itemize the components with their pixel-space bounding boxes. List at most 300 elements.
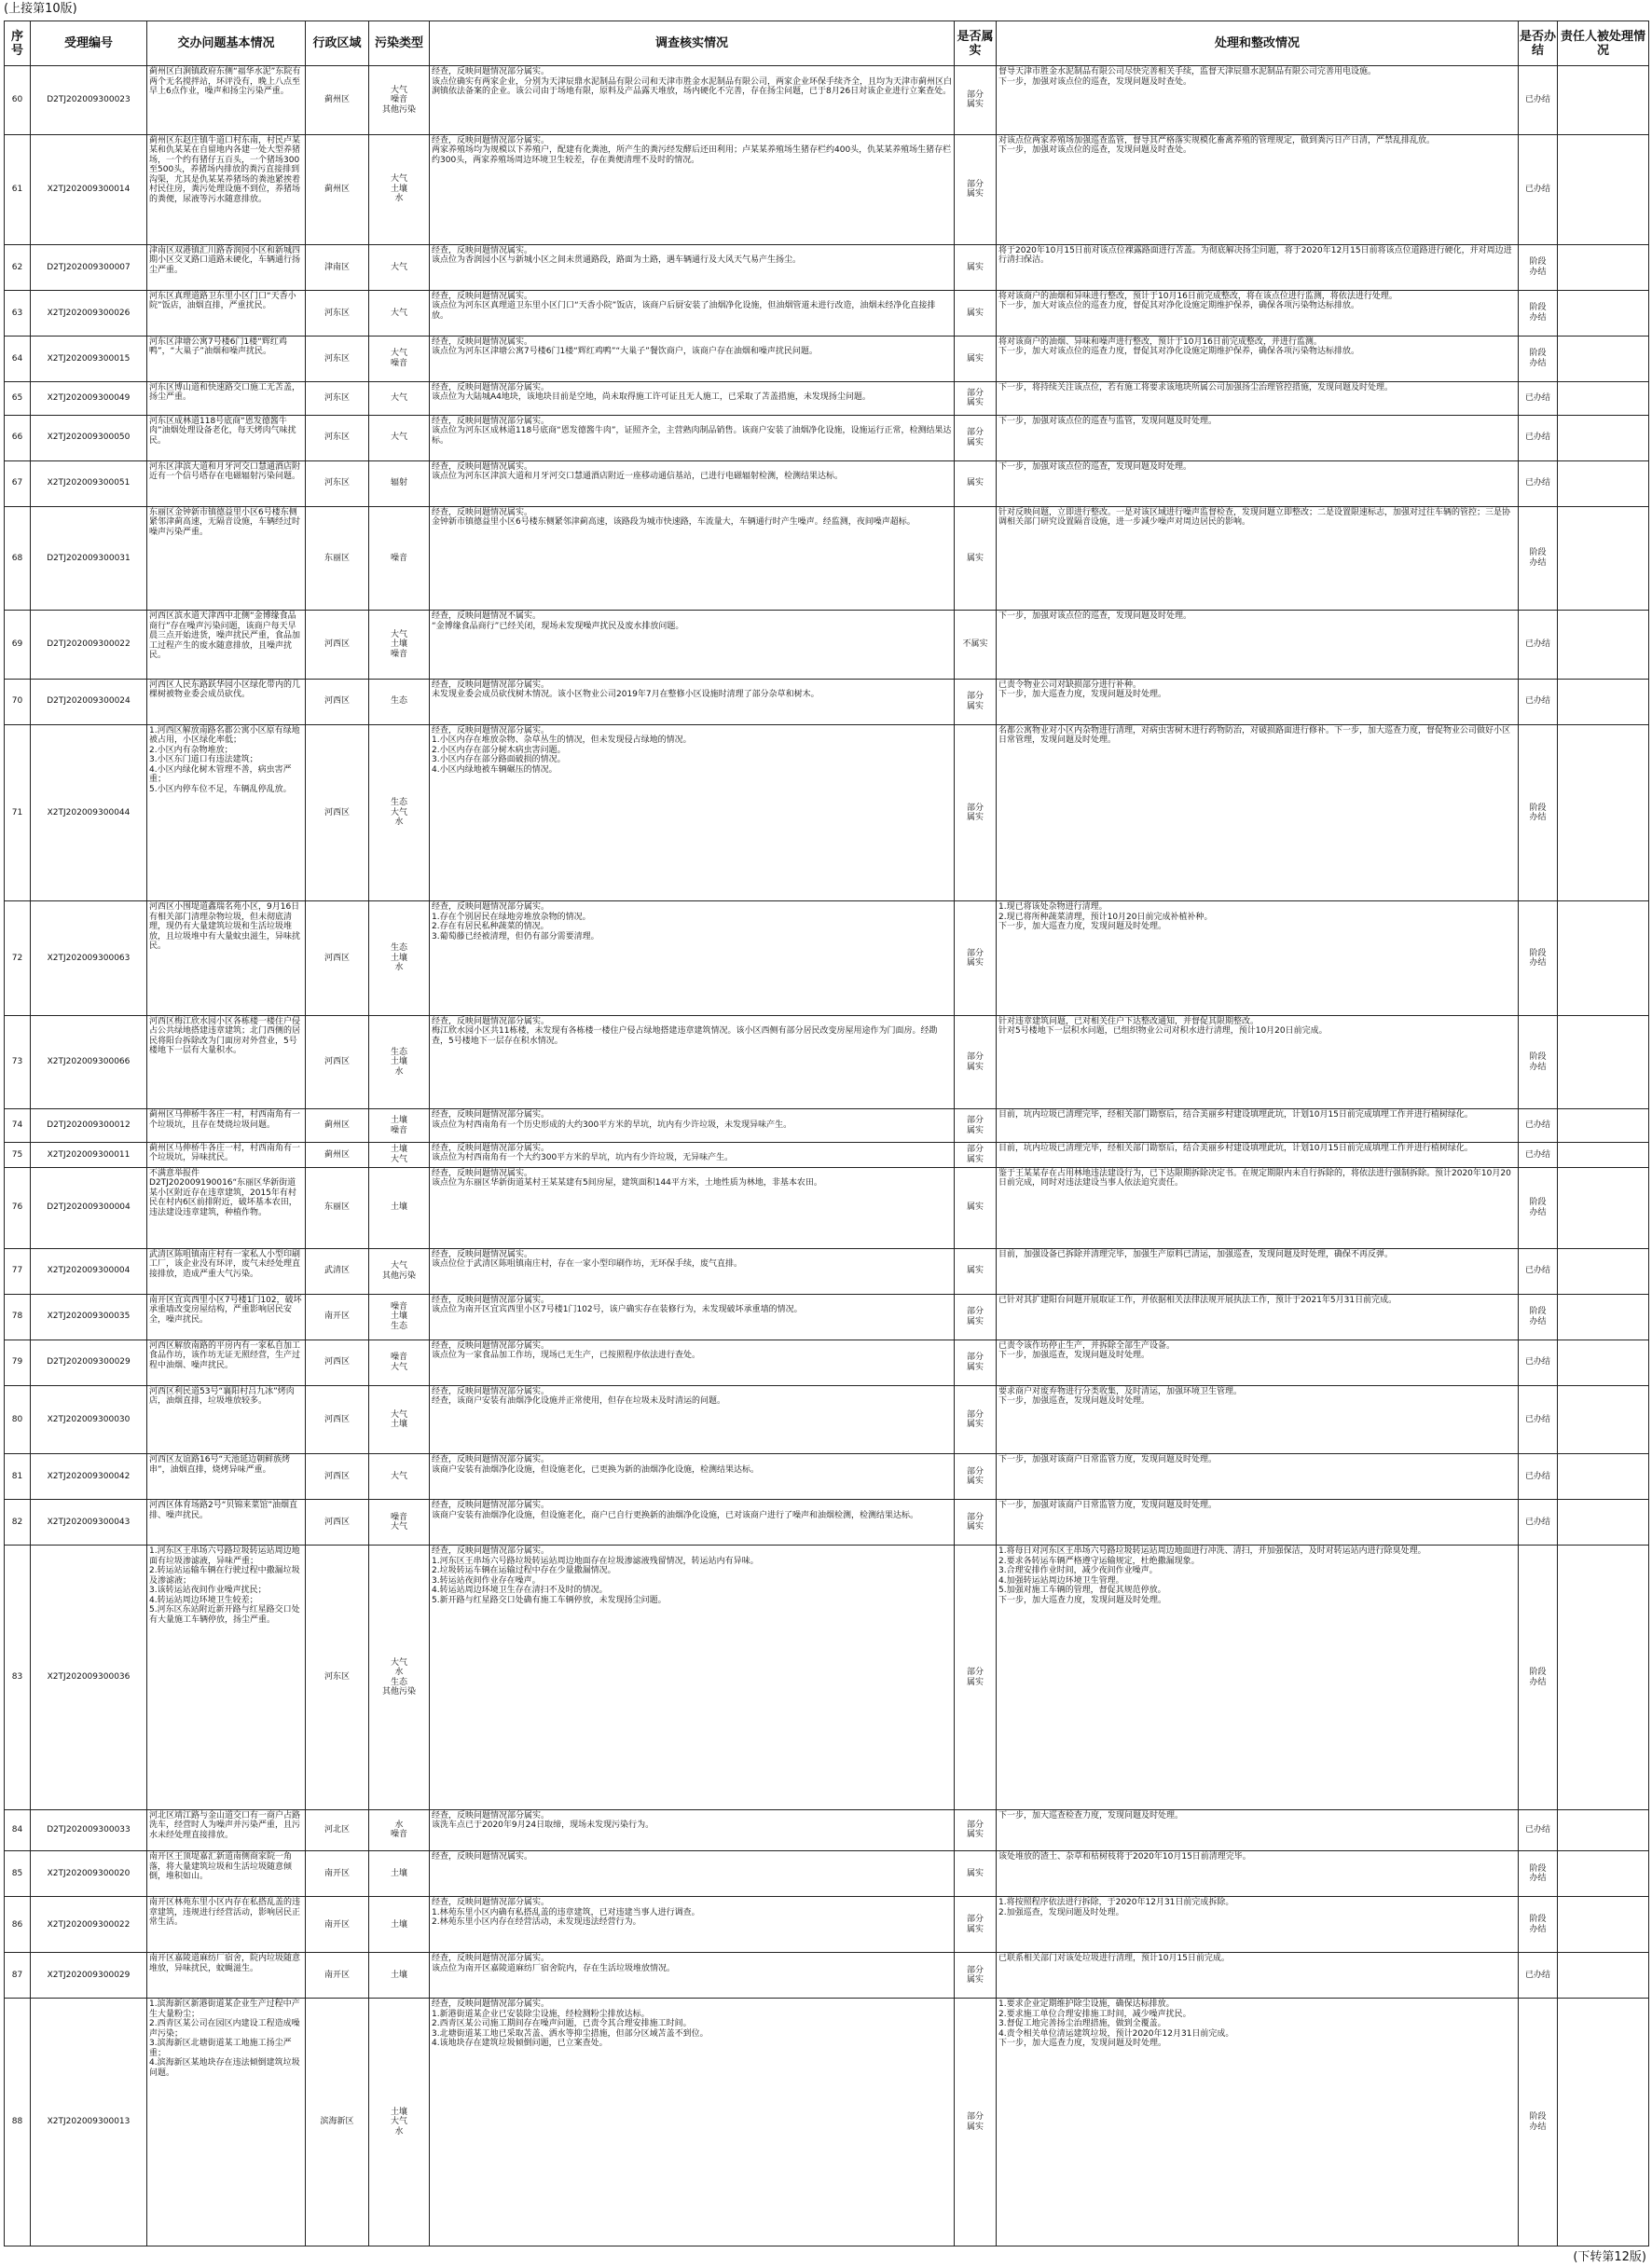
cell-rectification: 下一步，将持续关注该点位，若有施工将要求该地块所属公司加强扬尘治理管控措施，发现问题及时处理。 xyxy=(997,381,1519,415)
header-district: 行政区域 xyxy=(306,21,369,66)
header-action: 处理和整改情况 xyxy=(997,21,1519,66)
cell-closure-status: 阶段 办结 xyxy=(1519,336,1558,381)
cell-row-number: 85 xyxy=(5,1851,31,1897)
cell-closure-status: 阶段 办结 xyxy=(1519,901,1558,1016)
cell-row-number: 87 xyxy=(5,1953,31,1999)
cell-rectification: 下一步，加强对该商户日常监管力度，发现问题及时处理。 xyxy=(997,1454,1519,1500)
cell-district: 河西区 xyxy=(306,1015,369,1108)
cell-accountability xyxy=(1558,1454,1649,1500)
cell-closure-status: 阶段 办结 xyxy=(1519,506,1558,610)
cell-rectification: 已责令物业公司对缺损部分进行补种。 下一步，加大巡查力度，发现问题及时处理。 xyxy=(997,679,1519,724)
cell-closure-status: 阶段 办结 xyxy=(1519,1015,1558,1108)
table-header-row xyxy=(5,21,1649,66)
cell-district: 河东区 xyxy=(306,381,369,415)
cell-accountability xyxy=(1558,381,1649,415)
cell-pollution-type: 生态 xyxy=(369,679,430,724)
cell-verdict: 部分 属实 xyxy=(955,1546,997,1809)
cell-survey-findings: 经查，反映问题情况属实。 该点位位于武清区陈咀镇南庄村，存在一家小型印刷作坊，无环保手续，废气直排。 xyxy=(430,1248,955,1294)
cell-acceptance-id: X2TJ202009300026 xyxy=(31,290,147,336)
cell-rectification: 1.要求企业定期维护除尘设施，确保达标排放。 2.要求施工单位合理安排施工时间，减少噪声扰民。 3.督促工地完善扬尘治理措施，做到全覆盖。 4.责令相关单位清运建筑垃圾，预计2020年12月31日前完成。 下一步，加大巡查力度，发现问题及时处理。 xyxy=(997,1999,1519,2246)
cell-district: 东丽区 xyxy=(306,506,369,610)
cell-rectification: 对该点位两家养殖场加强巡查监管，督导其严格落实规模化畜禽养殖的管理规定，做到粪污日产日清，严禁乱排乱放。 下一步，加强对该点位的巡查，发现问题及时查处。 xyxy=(997,134,1519,244)
cell-rectification: 已联系相关部门对该处垃圾进行清理，预计10月15日前完成。 xyxy=(997,1953,1519,1999)
cell-row-number: 60 xyxy=(5,66,31,135)
cell-acceptance-id: D2TJ202009300029 xyxy=(31,1340,147,1385)
cell-rectification: 将对该商户的油烟和异味进行整改，预计于10月16日前完成整改，将在该点位进行监测，将依法进行处理。 下一步，加大对该点位的巡查力度，督促其对净化设施定期维护保养，确保各项污染物达标排放。 xyxy=(997,290,1519,336)
cell-problem-description: 河西区滨水道天津西中北侧“金博缘食品商行”存在噪声污染问题，该商户每天早晨三点开始进货，噪声扰民严重，食品加工过程产生的废水随意排放，且噪声扰民。 xyxy=(147,611,306,680)
cell-district: 河东区 xyxy=(306,460,369,506)
cell-district: 东丽区 xyxy=(306,1167,369,1248)
cell-pollution-type: 大气 xyxy=(369,244,430,290)
cell-rectification: 下一步，加强对该商户日常监管力度，发现问题及时处理。 xyxy=(997,1500,1519,1546)
cell-acceptance-id: X2TJ202009300051 xyxy=(31,460,147,506)
cell-rectification: 1.将按照程序依法进行拆除，于2020年12月31日前完成拆除。 2.加强巡查，发现问题及时处理。 xyxy=(997,1897,1519,1953)
cell-row-number: 62 xyxy=(5,244,31,290)
cell-pollution-type: 大气 xyxy=(369,1454,430,1500)
cell-problem-description: 不满意举报件 D2TJ202009190016“东丽区华新街道某小区附近存在违章建筑，2015年有村民在村内6区前排附近，破坏基本农田，违法建设违章建筑，种植作物。 xyxy=(147,1167,306,1248)
cell-rectification: 鉴于王某某存在占用林地违法建设行为，已下达限期拆除决定书。在规定期限内未自行拆除的，将依法进行强制拆除。预计2020年10月20日前完成，同时对违法建设当事人依法追究责任。 xyxy=(997,1167,1519,1248)
cell-rectification: 要求商户对废弃物进行分类收集，及时清运，加强环境卫生管理。 下一步，加强巡查，发现问题及时处理。 xyxy=(997,1385,1519,1454)
cell-closure-status: 已办结 xyxy=(1519,679,1558,724)
table-row xyxy=(5,1015,1649,1108)
cell-verdict: 部分 属实 xyxy=(955,724,997,901)
cell-problem-description: 河东区真理道路卫东里小区门口“天香小院”饭店，油烟直排，严重扰民。 xyxy=(147,290,306,336)
cell-verdict: 部分 属实 xyxy=(955,679,997,724)
table-row xyxy=(5,1953,1649,1999)
cell-closure-status: 阶段 办结 xyxy=(1519,1999,1558,2246)
table-row xyxy=(5,679,1649,724)
cell-verdict: 部分 属实 xyxy=(955,66,997,135)
cell-district: 河东区 xyxy=(306,415,369,460)
cell-row-number: 78 xyxy=(5,1294,31,1340)
cell-problem-description: 南开区林苑东里小区内存在私搭乱盖的违章建筑，违规进行经营活动，影响居民正常生活。 xyxy=(147,1897,306,1953)
cell-rectification: 下一步，加强对该点位的巡查与监管，发现问题及时处理。 xyxy=(997,415,1519,460)
cell-pollution-type: 大气 xyxy=(369,290,430,336)
cell-district: 河西区 xyxy=(306,611,369,680)
cell-rectification: 目前，坑内垃圾已清理完毕，经相关部门勘察后，结合美丽乡村建设填埋此坑，计划10月15日前完成填埋工作并进行植树绿化。 xyxy=(997,1109,1519,1143)
cell-accountability xyxy=(1558,1385,1649,1454)
cell-survey-findings: 经查，反映问题情况部分属实。 1.新港街道某企业已安装除尘设施，经检测粉尘排放达标。 2.西青区某公司施工期间存在噪声问题，已责令其合理安排施工时间。 3.北塘街道某工地已采取苫盖、洒水等抑尘措施，但部分区域苫盖不到位。 4.该地块存在建筑垃圾倾倒问题，已立案查处。 xyxy=(430,1999,955,2246)
cell-acceptance-id: X2TJ202009300049 xyxy=(31,381,147,415)
cell-problem-description: 武清区陈咀镇南庄村有一家私人小型印刷工厂，该企业没有环评，废气未经处理直接排放，造成严重大气污染。 xyxy=(147,1248,306,1294)
cell-pollution-type: 水 噪音 xyxy=(369,1809,430,1851)
cell-verdict: 部分 属实 xyxy=(955,1340,997,1385)
cell-accountability xyxy=(1558,611,1649,680)
cell-acceptance-id: D2TJ202009300022 xyxy=(31,611,147,680)
table-row xyxy=(5,901,1649,1016)
cell-rectification: 将于2020年10月15日前对该点位裸露路面进行苫盖。为彻底解决扬尘问题，将于2020年12月15日前将该点位道路进行硬化，并对周边进行清扫保洁。 xyxy=(997,244,1519,290)
cell-pollution-type: 大气 xyxy=(369,415,430,460)
cell-verdict: 属实 xyxy=(955,1248,997,1294)
cell-pollution-type: 噪音 大气 xyxy=(369,1500,430,1546)
cell-accountability xyxy=(1558,1500,1649,1546)
cell-verdict: 部分 属实 xyxy=(955,134,997,244)
cell-closure-status: 阶段 办结 xyxy=(1519,1897,1558,1953)
table-row xyxy=(5,381,1649,415)
cell-accountability xyxy=(1558,336,1649,381)
cell-survey-findings: 经查，反映问题情况部分属实。 该商户安装有油烟净化设施，但设施老化，商户已自行更换新的油烟净化设施，已对该商户进行了噪声和油烟检测，检测结果达标。 xyxy=(430,1500,955,1546)
cell-verdict: 属实 xyxy=(955,460,997,506)
table-row xyxy=(5,1851,1649,1897)
cell-rectification: 该处堆放的渣土、杂草和枯树枝将于2020年10月15日前清理完毕。 xyxy=(997,1851,1519,1897)
cell-survey-findings: 经查，反映问题情况不属实。 “金博缘食品商行”已经关闭，现场未发现噪声扰民及废水排放问题。 xyxy=(430,611,955,680)
cell-district: 河西区 xyxy=(306,724,369,901)
table-row xyxy=(5,1385,1649,1454)
cell-row-number: 69 xyxy=(5,611,31,680)
cell-verdict: 属实 xyxy=(955,1851,997,1897)
cell-survey-findings: 经查，反映问题情况部分属实。 该点位为村西南角有一个大约300平方米的旱坑，坑内有少许垃圾，无异味产生。 xyxy=(430,1142,955,1167)
cell-survey-findings: 经查，反映问题情况部分属实。 该点位确实有两家企业，分别为天津辰鼎水泥制品有限公司和天津市胜金水泥制品有限公司，两家企业环保手续齐全，且均为天津市蓟州区白涧镇依法备案的企业。该公司由于场地有限，原料及产品露天堆放，场内硬化不完善，存在扬尘问题，已于8月26日对该企业进行立案查处。 xyxy=(430,66,955,135)
cell-acceptance-id: D2TJ202009300024 xyxy=(31,679,147,724)
cell-district: 河北区 xyxy=(306,1809,369,1851)
cell-survey-findings: 经查，反映问题情况属实。 该点位为河东区津塘公寓7号楼6门1楼“辉红鸡鸭”“大巢子”餐饮商户，该商户存在油烟和噪声扰民问题。 xyxy=(430,336,955,381)
cell-accountability xyxy=(1558,1999,1649,2246)
header-closed: 是否办结 xyxy=(1519,21,1558,66)
cell-problem-description: 南开区嘉陵道麻纺厂宿舍，院内垃圾随意堆放，异味扰民，蚊蝇滋生。 xyxy=(147,1953,306,1999)
cell-row-number: 88 xyxy=(5,1999,31,2246)
cell-acceptance-id: D2TJ202009300033 xyxy=(31,1809,147,1851)
cell-survey-findings: 经查，反映问题情况部分属实。 该商户安装有油烟净化设施，但设施老化，已更换为新的油烟净化设施，检测结果达标。 xyxy=(430,1454,955,1500)
cell-row-number: 63 xyxy=(5,290,31,336)
cell-accountability xyxy=(1558,290,1649,336)
cell-closure-status: 已办结 xyxy=(1519,134,1558,244)
cell-survey-findings: 经查，反映问题情况部分属实。 1.小区内存在堆放杂物、杂草丛生的情况，但未发现侵占绿地的情况。 2.小区内存在部分树木病虫害问题。 3.小区内存在部分路面破损的情况。 4.小区内绿地被车辆碾压的情况。 xyxy=(430,724,955,901)
cell-accountability xyxy=(1558,506,1649,610)
table-row xyxy=(5,66,1649,135)
cell-closure-status: 已办结 xyxy=(1519,1248,1558,1294)
cell-survey-findings: 经查，反映问题情况属实。 该点位为河东区津滨大道和月牙河交口慧通酒店附近一座移动通信基站，已进行电磁辐射检测，检测结果达标。 xyxy=(430,460,955,506)
table-row xyxy=(5,1167,1649,1248)
header-no: 序号 xyxy=(5,21,31,66)
cell-acceptance-id: X2TJ202009300022 xyxy=(31,1897,147,1953)
cell-pollution-type: 生态 大气 水 xyxy=(369,724,430,901)
cell-closure-status: 阶段 办结 xyxy=(1519,290,1558,336)
cell-verdict: 部分 属实 xyxy=(955,1897,997,1953)
cell-accountability xyxy=(1558,66,1649,135)
cell-acceptance-id: X2TJ202009300014 xyxy=(31,134,147,244)
cell-survey-findings: 经查，反映问题情况部分属实。 该洗车点已于2020年9月24日取缔，现场未发现污染行为。 xyxy=(430,1809,955,1851)
cell-problem-description: 河西区利民道53号“襄阳村吕九冰”烤肉店，油烟直排，垃圾堆放较多。 xyxy=(147,1385,306,1454)
table-row xyxy=(5,1454,1649,1500)
cell-closure-status: 已办结 xyxy=(1519,1109,1558,1143)
cell-problem-description: 津南区双港镇汇川路香润园小区和新城四期小区交叉路口道路未硬化，车辆通行扬尘严重。 xyxy=(147,244,306,290)
cell-rectification: 1.将每日对河东区王串场六号路垃圾转运站周边地面进行冲洗、清扫，并加强保洁，及时对转运站内进行除臭处理。 2.要求各转运车辆严格遵守运输规定，杜绝撒漏现象。 3.合理安排作业时间，减少夜间作业噪声。 4.加强转运站周边环境卫生管理。 5.加强对施工车辆的管理，督促其规范停放。 下一步，加大巡查力度，发现问题及时处理。 xyxy=(997,1546,1519,1809)
table-row xyxy=(5,611,1649,680)
cell-closure-status: 已办结 xyxy=(1519,1385,1558,1454)
cell-rectification: 名都公寓物业对小区内杂物进行清理，对病虫害树木进行药物防治，对破损路面进行修补。下一步，加大巡查力度，督促物业公司做好小区日常管理，发现问题及时处理。 xyxy=(997,724,1519,901)
cell-acceptance-id: D2TJ202009300004 xyxy=(31,1167,147,1248)
cell-district: 河西区 xyxy=(306,1454,369,1500)
cell-verdict: 部分 属实 xyxy=(955,1385,997,1454)
cell-accountability xyxy=(1558,1109,1649,1143)
table-row xyxy=(5,1500,1649,1546)
cell-problem-description: 蓟州区马伸桥牛各庄一村，村西南角有一个垃圾坑，且存在焚烧垃圾问题。 xyxy=(147,1109,306,1143)
cell-pollution-type: 噪音 土壤 生态 xyxy=(369,1294,430,1340)
cell-accountability xyxy=(1558,1167,1649,1248)
cell-problem-description: 南开区王顶堤嘉汇新道南侧商家院一角落，将大量建筑垃圾和生活垃圾随意倾倒，堆积如山。 xyxy=(147,1851,306,1897)
cell-rectification: 1.现已将该处杂物进行清理。 2.现已将所种蔬菜清理，预计10月20日前完成补植补种。 下一步，加大巡查力度，发现问题及时处理。 xyxy=(997,901,1519,1016)
header-verdict: 是否属实 xyxy=(955,21,997,66)
cell-district: 河东区 xyxy=(306,336,369,381)
cell-problem-description: 1.河西区解放南路名都公寓小区原有绿地被占用，小区绿化率低； 2.小区内有杂物堆放； 3.小区东门道口有违法建筑； 4.小区内绿化树木管理不善，病虫害严重； 5.小区内停车位不足，车辆乱停乱放。 xyxy=(147,724,306,901)
cell-closure-status: 已办结 xyxy=(1519,66,1558,135)
cell-pollution-type: 土壤 xyxy=(369,1953,430,1999)
cell-rectification: 督导天津市胜金水泥制品有限公司尽快完善相关手续，监督天津辰鼎水泥制品有限公司完善用电设施。 下一步，加强对该点位的巡查，发现问题及时查处。 xyxy=(997,66,1519,135)
cell-row-number: 67 xyxy=(5,460,31,506)
cell-row-number: 76 xyxy=(5,1167,31,1248)
cell-row-number: 81 xyxy=(5,1454,31,1500)
cell-verdict: 部分 属实 xyxy=(955,1142,997,1167)
cell-acceptance-id: X2TJ202009300066 xyxy=(31,1015,147,1108)
cell-acceptance-id: X2TJ202009300042 xyxy=(31,1454,147,1500)
cell-survey-findings: 经查，反映问题情况属实。 xyxy=(430,1851,955,1897)
table-row xyxy=(5,1109,1649,1143)
cell-verdict: 部分 属实 xyxy=(955,1015,997,1108)
cell-acceptance-id: X2TJ202009300013 xyxy=(31,1999,147,2246)
continued-to-note: (下转第12版) xyxy=(1573,2250,1646,2264)
cell-district: 武清区 xyxy=(306,1248,369,1294)
cell-acceptance-id: X2TJ202009300004 xyxy=(31,1248,147,1294)
header-problem: 交办问题基本情况 xyxy=(147,21,306,66)
cell-rectification: 针对反映问题，立即进行整改。一是对该区域进行噪声监督检查，发现问题立即整改；二是设置限速标志，加强对过往车辆的管控；三是协调相关部门研究设置隔音设施，进一步减少噪声对周边居民的影响。 xyxy=(997,506,1519,610)
table-row xyxy=(5,290,1649,336)
table-row xyxy=(5,1897,1649,1953)
cell-accountability xyxy=(1558,1015,1649,1108)
cell-problem-description: 蓟州区白涧镇政府东侧“福华水泥”东院有两个无名搅拌站，环评没有，晚上八点至早上6点作业，噪声和扬尘污染严重。 xyxy=(147,66,306,135)
cell-rectification: 目前，坑内垃圾已清理完毕，经相关部门勘察后，结合美丽乡村建设填埋此坑，计划10月15日前完成填埋工作并进行植树绿化。 xyxy=(997,1142,1519,1167)
cell-district: 滨海新区 xyxy=(306,1999,369,2246)
cell-closure-status: 阶段 办结 xyxy=(1519,724,1558,901)
cell-row-number: 83 xyxy=(5,1546,31,1809)
cell-pollution-type: 辐射 xyxy=(369,460,430,506)
cell-pollution-type: 大气 其他污染 xyxy=(369,1248,430,1294)
cell-survey-findings: 经查，反映问题情况属实。 该点位为河东区真理道卫东里小区门口“天香小院”饭店，该商户后厨安装了油烟净化设施，但油烟管道未进行改造，油烟未经净化直接排放。 xyxy=(430,290,955,336)
cell-closure-status: 已办结 xyxy=(1519,1340,1558,1385)
cell-pollution-type: 土壤 xyxy=(369,1851,430,1897)
cell-acceptance-id: X2TJ202009300029 xyxy=(31,1953,147,1999)
cell-survey-findings: 经查，反映问题情况属实。 该点位为香润园小区与新城小区之间未贯通路段，路面为土路，遇车辆通行及大风天气易产生扬尘。 xyxy=(430,244,955,290)
header-survey: 调查核实情况 xyxy=(430,21,955,66)
cell-row-number: 68 xyxy=(5,506,31,610)
cell-closure-status: 阶段 办结 xyxy=(1519,1546,1558,1809)
cell-pollution-type: 土壤 大气 xyxy=(369,1142,430,1167)
cell-acceptance-id: X2TJ202009300044 xyxy=(31,724,147,901)
cell-survey-findings: 经查，反映问题情况部分属实。 该点位为一家食品加工作坊，现场已无生产，已按照程序依法进行查处。 xyxy=(430,1340,955,1385)
cell-rectification: 已责令该作坊停止生产，并拆除全部生产设备。 下一步，加强巡查，发现问题及时处理。 xyxy=(997,1340,1519,1385)
cell-accountability xyxy=(1558,415,1649,460)
cell-problem-description: 河东区津滨大道和月牙河交口慧通酒店附近有一个信号塔存在电磁辐射污染问题。 xyxy=(147,460,306,506)
cell-accountability xyxy=(1558,1897,1649,1953)
cell-pollution-type: 土壤 xyxy=(369,1167,430,1248)
table-row xyxy=(5,1809,1649,1851)
cell-row-number: 64 xyxy=(5,336,31,381)
cell-verdict: 部分 属实 xyxy=(955,1294,997,1340)
cell-closure-status: 已办结 xyxy=(1519,611,1558,680)
cell-pollution-type: 大气 xyxy=(369,381,430,415)
cell-rectification: 目前，加强设备已拆除并清理完毕，加强生产原料已清运，加强巡查，发现问题及时处理，确保不再反弹。 xyxy=(997,1248,1519,1294)
cell-row-number: 74 xyxy=(5,1109,31,1143)
cell-row-number: 86 xyxy=(5,1897,31,1953)
table-row xyxy=(5,460,1649,506)
cell-verdict: 属实 xyxy=(955,290,997,336)
cell-pollution-type: 土壤 xyxy=(369,1897,430,1953)
cell-accountability xyxy=(1558,1809,1649,1851)
table-row xyxy=(5,724,1649,901)
cell-pollution-type: 生态 土壤 水 xyxy=(369,1015,430,1108)
cell-survey-findings: 经查，反映问题情况部分属实。 梅江欣水园小区共11栋楼，未发现有各栋楼一楼住户侵占绿地搭建违章建筑情况。该小区西侧有部分居民改变房屋用途作为门面房。经勘查，5号楼地下一层存在积水情况。 xyxy=(430,1015,955,1108)
cell-problem-description: 河东区成林道118号底商“恩发德酱牛肉”油烟处理设备老化，每天烤肉气味扰民。 xyxy=(147,415,306,460)
cell-acceptance-id: X2TJ202009300011 xyxy=(31,1142,147,1167)
table-row xyxy=(5,1340,1649,1385)
table-row xyxy=(5,1546,1649,1809)
cell-survey-findings: 经查，反映问题情况部分属实。 该点位为村西南角有一个历史形成的大约300平方米的旱坑，坑内有少许垃圾，未发现异味产生。 xyxy=(430,1109,955,1143)
cell-row-number: 66 xyxy=(5,415,31,460)
cell-accountability xyxy=(1558,460,1649,506)
cell-accountability xyxy=(1558,724,1649,901)
cell-verdict: 不属实 xyxy=(955,611,997,680)
cell-district: 蓟州区 xyxy=(306,1109,369,1143)
table-row xyxy=(5,336,1649,381)
cell-rectification: 针对违章建筑问题，已对相关住户下达整改通知，并督促其限期整改。 针对5号楼地下一层积水问题，已组织物业公司对积水进行清理，预计10月20日前完成。 xyxy=(997,1015,1519,1108)
cell-acceptance-id: X2TJ202009300063 xyxy=(31,901,147,1016)
cell-row-number: 73 xyxy=(5,1015,31,1108)
cell-closure-status: 阶段 办结 xyxy=(1519,244,1558,290)
cell-problem-description: 河西区小围堤道鑫瑞名苑小区，9月16日有相关部门清理杂物垃圾，但未彻底清理，现仍有大量建筑垃圾和生活垃圾堆放，且垃圾堆中有大量蚊虫滋生，异味扰民。 xyxy=(147,901,306,1016)
cell-acceptance-id: X2TJ202009300020 xyxy=(31,1851,147,1897)
cell-row-number: 72 xyxy=(5,901,31,1016)
cell-pollution-type: 大气 噪音 其他污染 xyxy=(369,66,430,135)
cell-closure-status: 阶段 办结 xyxy=(1519,1851,1558,1897)
cell-survey-findings: 经查，反映问题情况部分属实。 该点位为河东区成林道118号底商“恩发德酱牛肉”，证照齐全，主营熟肉制品销售。该商户安装了油烟净化设施，设施运行正常，检测结果达标。 xyxy=(430,415,955,460)
cell-rectification: 下一步，加强对该点位的巡查，发现问题及时处理。 xyxy=(997,611,1519,680)
cell-problem-description: 河西区友谊路16号“天池延边朝鲜族烤串”，油烟直排，烧烤异味严重。 xyxy=(147,1454,306,1500)
cell-closure-status: 已办结 xyxy=(1519,1953,1558,1999)
cell-problem-description: 南开区宜宾西里小区7号楼1门102，破坏承重墙改变房屋结构，严重影响居民安全，噪声扰民。 xyxy=(147,1294,306,1340)
cell-closure-status: 阶段 办结 xyxy=(1519,1294,1558,1340)
cell-district: 蓟州区 xyxy=(306,66,369,135)
cell-row-number: 65 xyxy=(5,381,31,415)
cell-pollution-type: 噪音 xyxy=(369,506,430,610)
header-punish: 责任人被处理情况 xyxy=(1558,21,1649,66)
cell-problem-description: 河东区津塘公寓7号楼6门1楼“辉红鸡鸭”，“大巢子”油烟和噪声扰民。 xyxy=(147,336,306,381)
cell-closure-status: 已办结 xyxy=(1519,415,1558,460)
cell-problem-description: 河北区靖江路与金山道交口有一商户占路洗车，经营时人为噪声并污染严重，且污水未经处理直接排放。 xyxy=(147,1809,306,1851)
cell-survey-findings: 经查，反映问题情况部分属实。 两家养殖场均为规模以下养殖户，配建有化粪池，所产生的粪污经发酵后还田利用；卢某某养殖场生猪存栏约400头，仇某某养殖场生猪存栏约300头，两家养殖场周边环境卫生较差，存在粪便清理不及时的情况。 xyxy=(430,134,955,244)
cell-district: 津南区 xyxy=(306,244,369,290)
complaint-table xyxy=(4,21,1649,2246)
cell-survey-findings: 经查，反映问题情况部分属实。 1.林苑东里小区内确有私搭乱盖的违章建筑，已对违建当事人进行调查。 2.林苑东里小区内存在经营活动，未发现违法经营行为。 xyxy=(430,1897,955,1953)
cell-pollution-type: 大气 噪音 xyxy=(369,336,430,381)
table-row xyxy=(5,506,1649,610)
table-row xyxy=(5,415,1649,460)
cell-survey-findings: 经查，反映问题情况部分属实。 未发现业委会成员砍伐树木情况。该小区物业公司2019年7月在整修小区设施时清理了部分杂草和树木。 xyxy=(430,679,955,724)
cell-accountability xyxy=(1558,1953,1649,1999)
header-id: 受理编号 xyxy=(31,21,147,66)
cell-accountability xyxy=(1558,901,1649,1016)
cell-problem-description: 河西区体育场路2号“贝锦来菜馆”油烟直排、噪声扰民。 xyxy=(147,1500,306,1546)
cell-verdict: 属实 xyxy=(955,336,997,381)
cell-pollution-type: 大气 土壤 水 xyxy=(369,134,430,244)
cell-verdict: 部分 属实 xyxy=(955,1454,997,1500)
cell-survey-findings: 经查，反映问题情况部分属实。 1.存在个别居民在绿地旁堆放杂物的情况。 2.存在有居民私种蔬菜的情况。 3.葡萄藤已经被清理，但仍有部分需要清理。 xyxy=(430,901,955,1016)
cell-survey-findings: 经查，反映问题情况部分属实。 1.河东区王串场六号路垃圾转运站周边地面存在垃圾渗滤液残留情况，转运站内有异味。 2.垃圾转运车辆在运输过程中存在少量撒漏情况。 3.转运站夜间作业存在噪声。 4.转运站周边环境卫生存在清扫不及时的情况。 5.新开路与红星路交口处确有施工车辆停放，未发现扬尘问题。 xyxy=(430,1546,955,1809)
cell-verdict: 属实 xyxy=(955,244,997,290)
cell-problem-description: 河东区博山道和快速路交口施工无苫盖，扬尘严重。 xyxy=(147,381,306,415)
table-row xyxy=(5,1294,1649,1340)
cell-accountability xyxy=(1558,679,1649,724)
cell-district: 河东区 xyxy=(306,1546,369,1809)
cell-acceptance-id: X2TJ202009300043 xyxy=(31,1500,147,1546)
cell-row-number: 71 xyxy=(5,724,31,901)
cell-survey-findings: 经查，反映问题情况部分属实。 经查，该商户安装有油烟净化设施并正常使用，但存在垃圾未及时清运的问题。 xyxy=(430,1385,955,1454)
cell-survey-findings: 经查，反映问题情况部分属实。 该点位为大陆城A4地块，该地块目前是空地，尚未取得施工许可证且无人施工，已采取了苫盖措施，未发现扬尘问题。 xyxy=(430,381,955,415)
cell-pollution-type: 大气 土壤 xyxy=(369,1385,430,1454)
cell-row-number: 82 xyxy=(5,1500,31,1546)
cell-accountability xyxy=(1558,1340,1649,1385)
cell-closure-status: 已办结 xyxy=(1519,1500,1558,1546)
cell-pollution-type: 土壤 大气 水 xyxy=(369,1999,430,2246)
cell-rectification: 已针对其扩建阳台问题开展取证工作，并依据相关法律法规开展执法工作，预计于2021年5月31日前完成。 xyxy=(997,1294,1519,1340)
cell-rectification: 将对该商户的油烟、异味和噪声进行整改，预计于10月16日前完成整改，并进行监测。 下一步，加大对该点位的巡查力度，督促其对净化设施定期维护保养，确保各项污染物达标排放。 xyxy=(997,336,1519,381)
cell-rectification: 下一步，加强对该点位的巡查，发现问题及时处理。 xyxy=(997,460,1519,506)
cell-district: 河西区 xyxy=(306,1500,369,1546)
cell-pollution-type: 大气 水 生态 其他污染 xyxy=(369,1546,430,1809)
table-row xyxy=(5,1248,1649,1294)
cell-problem-description: 河西区人民东路跃华园小区绿化带内的几棵树被物业委会成员砍伐。 xyxy=(147,679,306,724)
cell-row-number: 80 xyxy=(5,1385,31,1454)
cell-survey-findings: 经查，反映问题情况部分属实。 该点位为南开区嘉陵道麻纺厂宿舍院内，存在生活垃圾堆放情况。 xyxy=(430,1953,955,1999)
cell-acceptance-id: X2TJ202009300035 xyxy=(31,1294,147,1340)
cell-acceptance-id: D2TJ202009300023 xyxy=(31,66,147,135)
cell-district: 南开区 xyxy=(306,1294,369,1340)
cell-verdict: 属实 xyxy=(955,1167,997,1248)
cell-pollution-type: 生态 土壤 水 xyxy=(369,901,430,1016)
cell-closure-status: 已办结 xyxy=(1519,1454,1558,1500)
cell-verdict: 部分 属实 xyxy=(955,415,997,460)
cell-problem-description: 1.滨海新区新港街道某企业生产过程中产生大量粉尘； 2.西青区某公司在园区内建设工程造成噪声污染； 3.滨海新区北塘街道某工地施工扬尘严重； 4.滨海新区某地块存在违法倾倒建筑垃圾问题。 xyxy=(147,1999,306,2246)
cell-acceptance-id: D2TJ202009300012 xyxy=(31,1109,147,1143)
cell-verdict: 部分 属实 xyxy=(955,901,997,1016)
cell-row-number: 75 xyxy=(5,1142,31,1167)
cell-district: 蓟州区 xyxy=(306,1142,369,1167)
cell-district: 河西区 xyxy=(306,679,369,724)
cell-accountability xyxy=(1558,134,1649,244)
cell-problem-description: 河西区解放南路的平房内有一家私自加工食品作坊，该作坊无证无照经营，生产过程中油烟、噪声扰民。 xyxy=(147,1340,306,1385)
cell-district: 河西区 xyxy=(306,901,369,1016)
cell-verdict: 部分 属实 xyxy=(955,381,997,415)
cell-accountability xyxy=(1558,1546,1649,1809)
cell-problem-description: 1.河东区王串场六号路垃圾转运站周边地面有垃圾渗滤液，异味严重； 2.转运站运输车辆在行驶过程中撒漏垃圾及渗滤液； 3.该转运站夜间作业噪声扰民； 4.转运站周边环境卫生较差； 5.河东区东站附近新开路与红星路交口处有大量施工车辆停放，扬尘严重。 xyxy=(147,1546,306,1809)
cell-district: 河西区 xyxy=(306,1385,369,1454)
continued-from-note: (上接第10版) xyxy=(4,2,77,16)
cell-accountability xyxy=(1558,244,1649,290)
cell-acceptance-id: X2TJ202009300050 xyxy=(31,415,147,460)
cell-closure-status: 已办结 xyxy=(1519,1809,1558,1851)
cell-district: 河东区 xyxy=(306,290,369,336)
cell-accountability xyxy=(1558,1294,1649,1340)
cell-verdict: 属实 xyxy=(955,506,997,610)
cell-district: 河西区 xyxy=(306,1340,369,1385)
cell-problem-description: 河西区梅江欣水园小区各栋楼一楼住户侵占公共绿地搭建违章建筑；北门西侧的居民将阳台拆除改为门面房对外营业，5号楼地下一层有大量积水。 xyxy=(147,1015,306,1108)
cell-district: 南开区 xyxy=(306,1953,369,1999)
cell-closure-status: 已办结 xyxy=(1519,1142,1558,1167)
cell-district: 南开区 xyxy=(306,1897,369,1953)
cell-problem-description: 蓟州区马伸桥牛各庄一村，村西南角有一个垃圾坑，异味扰民。 xyxy=(147,1142,306,1167)
cell-row-number: 70 xyxy=(5,679,31,724)
cell-survey-findings: 经查，反映问题情况属实。 金钟新市镇德益里小区6号楼东侧紧邻津蓟高速，该路段为城市快速路，车流量大，车辆通行时产生噪声。经监测，夜间噪声超标。 xyxy=(430,506,955,610)
cell-closure-status: 已办结 xyxy=(1519,460,1558,506)
cell-acceptance-id: D2TJ202009300007 xyxy=(31,244,147,290)
